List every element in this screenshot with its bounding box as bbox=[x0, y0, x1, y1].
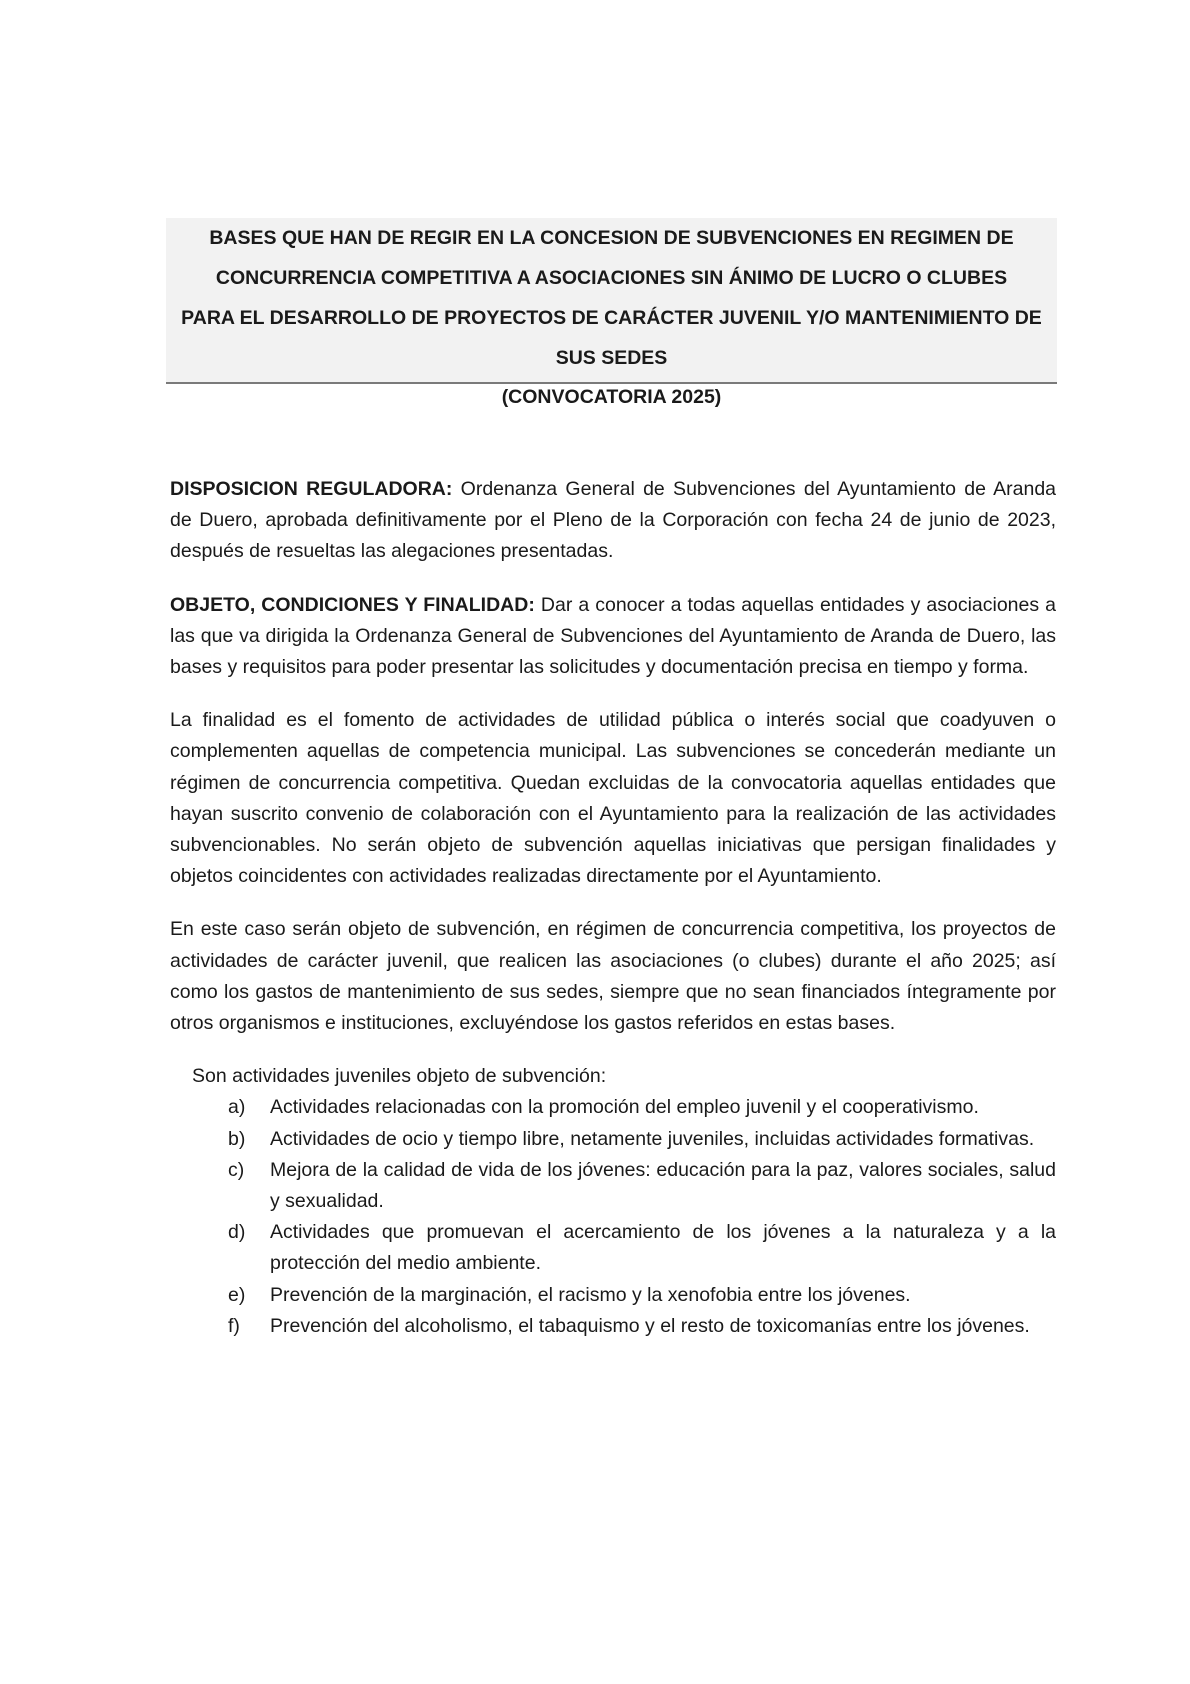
activities-intro: Son actividades juveniles objeto de subvención: bbox=[192, 1065, 607, 1088]
document-body bbox=[170, 474, 1056, 1342]
list-item-text: Actividades relacionadas con la promoción del empleo juvenil y el cooperativismo. bbox=[270, 1096, 979, 1119]
list-item-text: Prevención de la marginación, el racismo y la xenofobia entre los jóvenes. bbox=[270, 1283, 911, 1306]
paragraph-caso: En este caso serán objeto de subvención, en régimen de concurrencia competitiva, los proyectos de actividades de carácter juvenil, que realicen las asociaciones (o clubes) durante el año 2025; así como los gastos de mantenimiento de sus sedes, siempre que no sean financiados íntegramente por otros organismos e instituciones, excluyéndose los gastos referidos en estas bases. bbox=[170, 918, 1056, 1035]
list-item-text: Actividades que promuevan el acercamiento de los jóvenes a la naturaleza y a la protección del medio ambiente. bbox=[270, 1221, 1056, 1275]
list-item bbox=[170, 1124, 1056, 1155]
list-item-text: Actividades de ocio y tiempo libre, netamente juveniles, incluidas actividades formativas. bbox=[270, 1127, 1035, 1150]
section-disposicion bbox=[170, 474, 1056, 568]
list-item-letter: c) bbox=[228, 1158, 245, 1181]
list-item-text: Mejora de la calidad de vida de los jóvenes: educación para la paz, valores sociales, salud y sexualidad. bbox=[270, 1158, 1056, 1213]
document-title bbox=[166, 218, 1057, 384]
list-item-letter: a) bbox=[228, 1096, 246, 1119]
title-line: CONCURRENCIA COMPETITIVA A ASOCIACIONES SIN ÁNIMO DE LUCRO O CLUBES bbox=[215, 267, 1008, 289]
title-line: SUS SEDES bbox=[555, 347, 668, 369]
section-text: Dar a conocer a todas aquellas entidades y asociaciones a las que va dirigida la Ordenanza General de Subvenciones del Ayuntamiento de Aranda de Duero, las bases y requisitos para poder presentar las solicitudes y documentación precisa en tiempo y forma. bbox=[170, 593, 1056, 679]
list-item-text: Prevención del alcoholismo, el tabaquismo y el resto de toxicomanías entre los jóvenes. bbox=[270, 1314, 1030, 1337]
list-item bbox=[170, 1155, 1056, 1217]
list-item bbox=[170, 1311, 1056, 1342]
section-heading: DISPOSICION REGULADORA: bbox=[170, 478, 453, 500]
activities-list bbox=[170, 1092, 1056, 1342]
list-item-letter: b) bbox=[228, 1127, 246, 1150]
section-text: Ordenanza General de Subvenciones del Ayuntamiento de Aranda de Duero, aprobada definitivamente por el Pleno de la Corporación con fecha 24 de junio de 2023, después de resueltas las alegaciones presentadas. bbox=[170, 478, 1057, 563]
list-item bbox=[170, 1092, 1056, 1123]
list-item-letter: e) bbox=[228, 1283, 246, 1306]
section-objeto bbox=[170, 590, 1056, 684]
list-item bbox=[170, 1280, 1056, 1311]
paragraph-finalidad: La finalidad es el fomento de actividades de utilidad pública o interés social que coadyuven o complementen aquellas de competencia municipal. Las subvenciones se concederán mediante un régimen de concurrencia competitiva. Quedan excluidas de la convocatoria aquellas entidades que hayan suscrito convenio de colaboración con el Ayuntamiento para la realización de las actividades subvencionables. No serán objeto de subvención aquellas iniciativas que persigan finalidades y objetos coincidentes con actividades realizadas directamente por el Ayuntamiento. bbox=[170, 709, 1056, 888]
list-item-letter: d) bbox=[228, 1221, 246, 1244]
title-line: PARA EL DESARROLLO DE PROYECTOS DE CARÁCTER JUVENIL Y/O MANTENIMIENTO DE bbox=[181, 307, 1042, 329]
convocatoria-label: (CONVOCATORIA 2025) bbox=[501, 386, 722, 408]
section-heading: OBJETO, CONDICIONES Y FINALIDAD: bbox=[170, 593, 535, 616]
title-line: BASES QUE HAN DE REGIR EN LA CONCESION DE SUBVENCIONES EN REGIMEN DE bbox=[209, 227, 1014, 249]
list-item-letter: f) bbox=[228, 1314, 240, 1337]
list-item bbox=[170, 1217, 1056, 1279]
